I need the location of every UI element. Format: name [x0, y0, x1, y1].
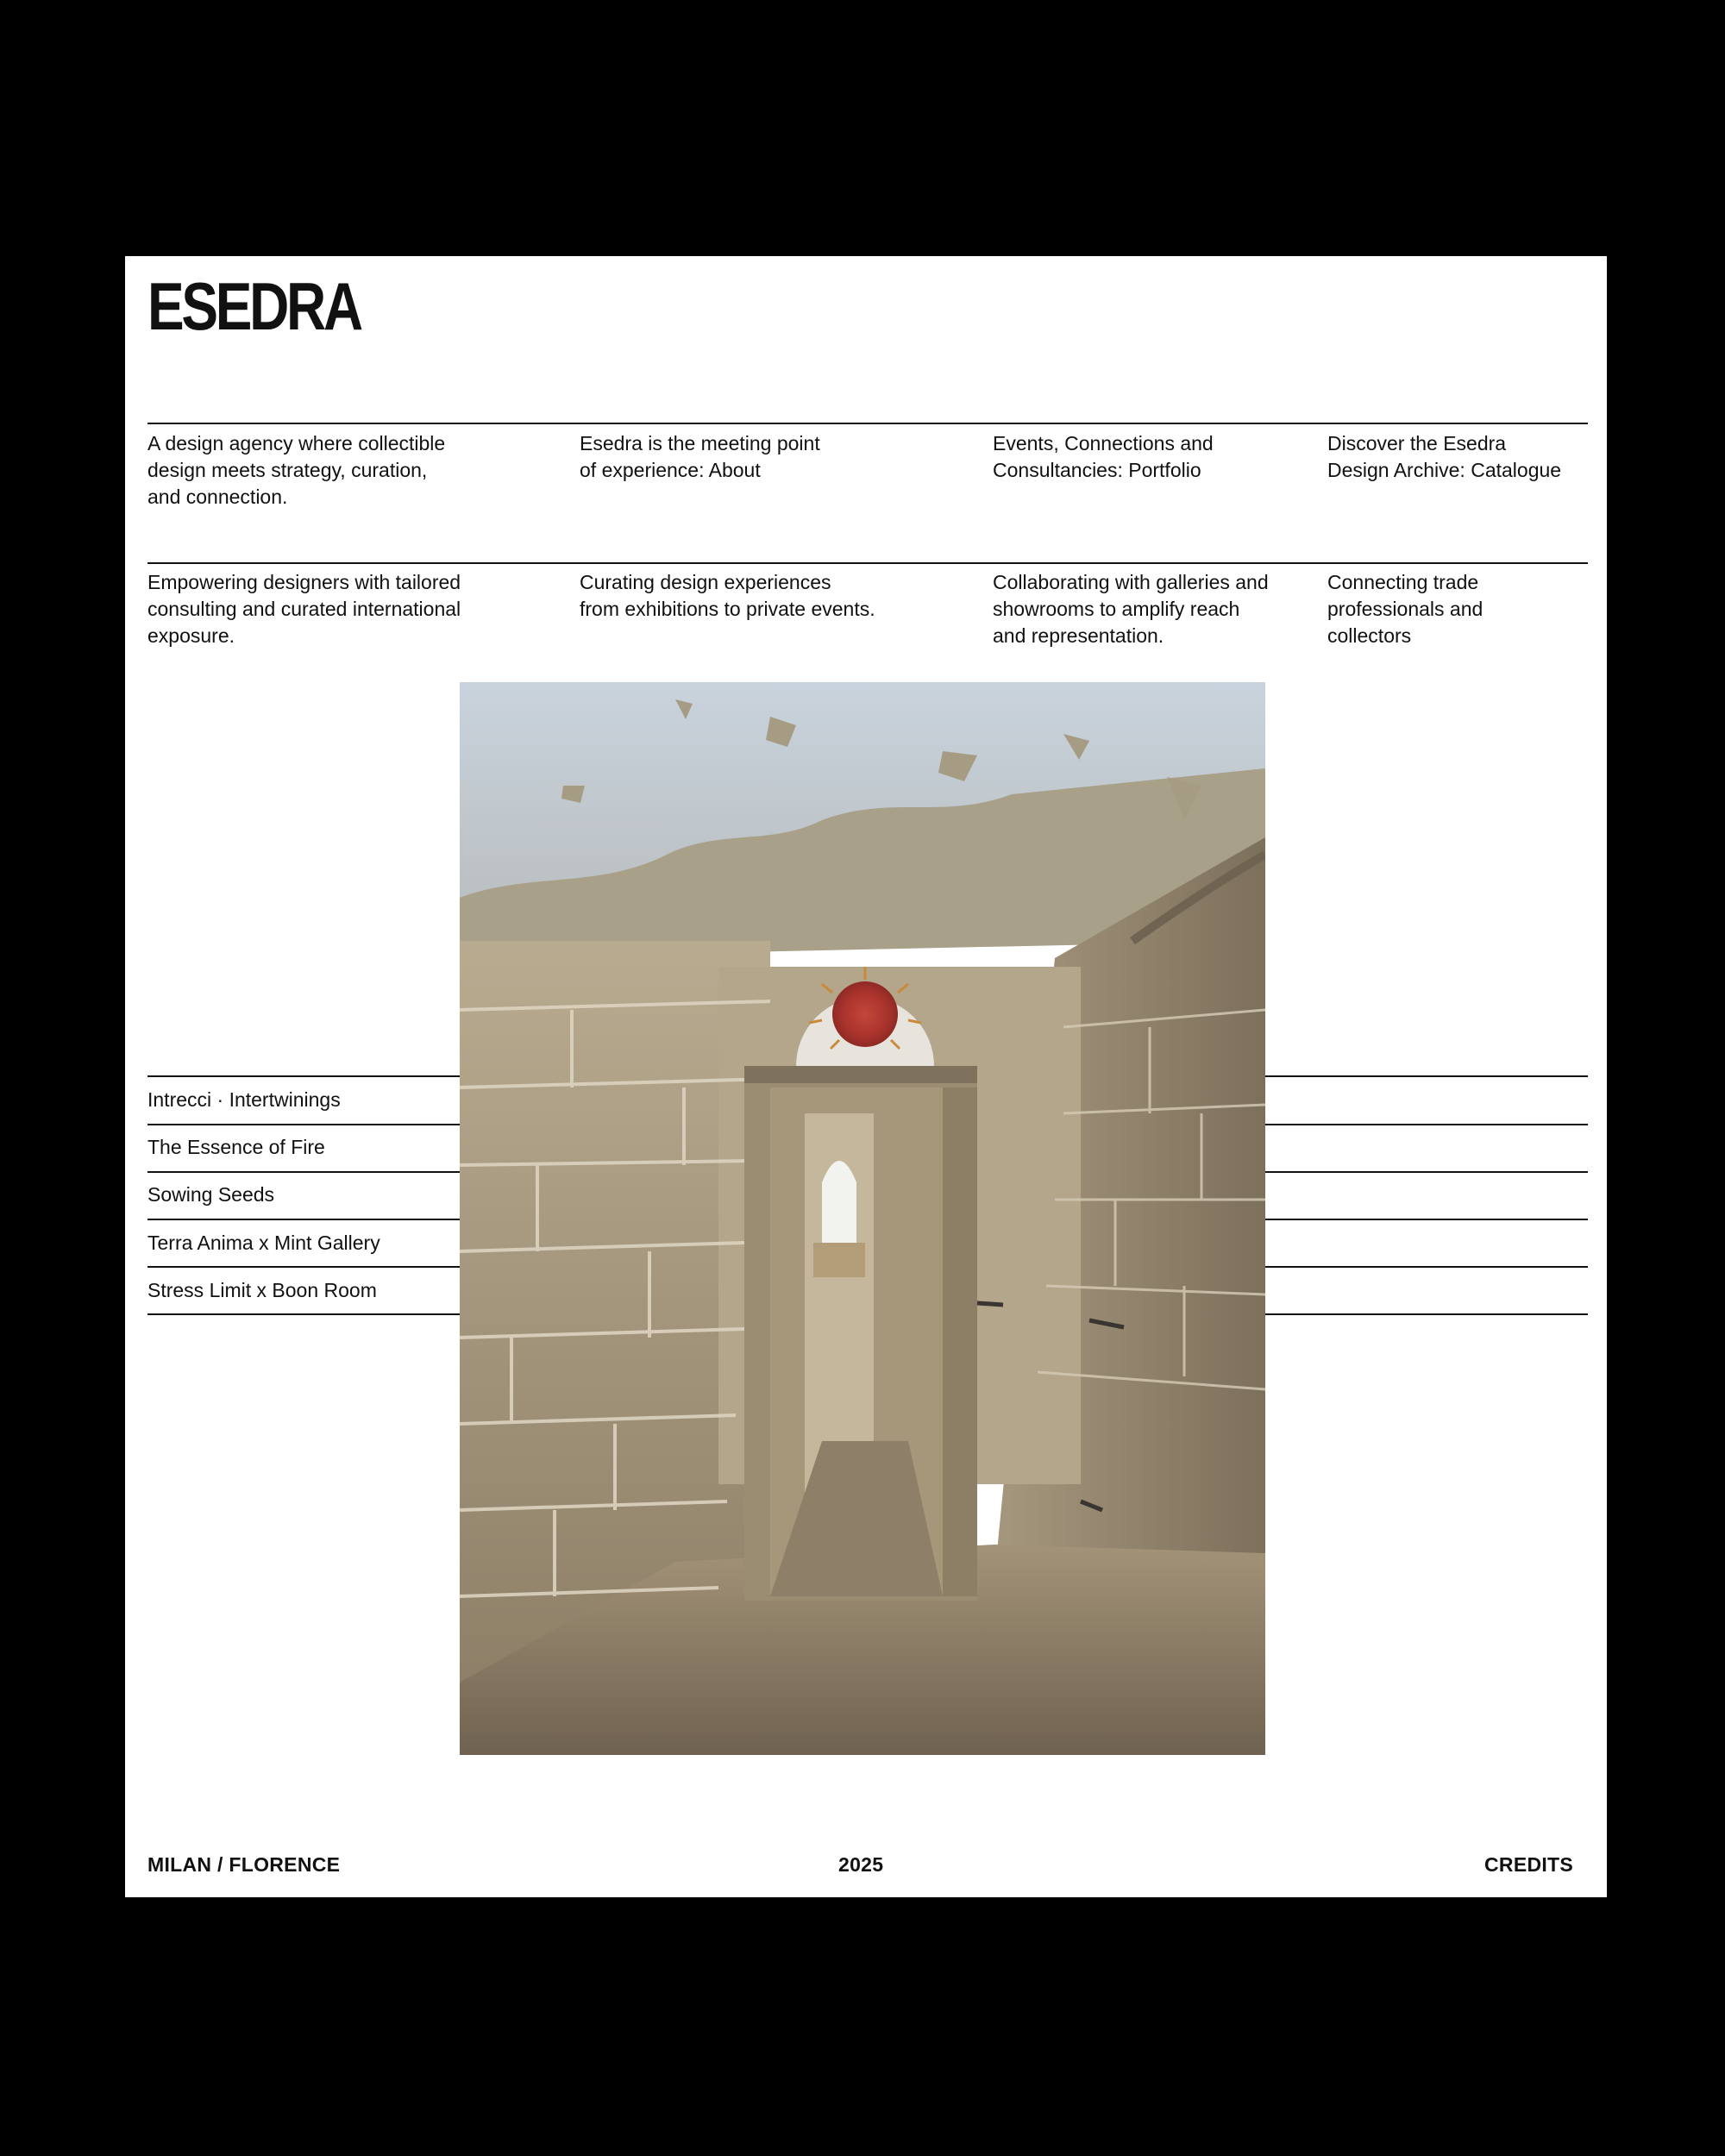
service-curating: Curating design experiences from exhibitions to private events. — [580, 571, 875, 620]
divider — [147, 562, 1588, 564]
divider — [147, 1313, 460, 1315]
intro-about: Esedra is the meeting point of experience: About — [580, 432, 820, 481]
project-link-sowing-seeds[interactable]: Sowing Seeds — [147, 1183, 275, 1206]
divider — [147, 423, 1588, 424]
service-galleries: Collaborating with galleries and showrooms to amplify reach and representation. — [993, 571, 1269, 647]
page-card — [125, 256, 1607, 1897]
intro-text-agency: A design agency where collectible design meets strategy, curation, and connection. — [147, 432, 446, 508]
catalogue-link[interactable]: Catalogue — [1471, 459, 1562, 481]
divider — [1265, 1219, 1588, 1220]
divider — [147, 1266, 460, 1268]
about-link[interactable]: About — [708, 459, 761, 481]
project-link-terra-anima[interactable]: Terra Anima x Mint Gallery — [147, 1232, 380, 1254]
divider — [1265, 1313, 1588, 1315]
brand-logo[interactable]: ESEDRA — [147, 268, 361, 344]
project-link-intrecci[interactable]: Intrecci · Intertwinings — [147, 1088, 341, 1111]
divider — [1265, 1075, 1588, 1077]
footer-year: 2025 — [838, 1853, 884, 1876]
divider — [1265, 1124, 1588, 1125]
divider — [147, 1124, 460, 1125]
divider — [147, 1075, 460, 1077]
divider — [1265, 1171, 1588, 1173]
divider — [147, 1219, 460, 1220]
service-consulting: Empowering designers with tailored consulting and curated international exposure. — [147, 571, 461, 647]
service-trade: Connecting trade professionals and collectors — [1327, 571, 1484, 647]
credits-link[interactable]: CREDITS — [1484, 1853, 1574, 1876]
footer-location: MILAN / FLORENCE — [147, 1853, 341, 1876]
divider — [1265, 1266, 1588, 1268]
divider — [147, 1171, 460, 1173]
intro-catalogue: Discover the Esedra Design Archive: Catalogue — [1327, 432, 1562, 481]
hero-photo — [460, 682, 1265, 1755]
project-link-essence-of-fire[interactable]: The Essence of Fire — [147, 1136, 325, 1158]
portfolio-link[interactable]: Portfolio — [1128, 459, 1201, 481]
intro-portfolio: Events, Connections and Consultancies: Portfolio — [993, 432, 1214, 481]
project-link-stress-limit[interactable]: Stress Limit x Boon Room — [147, 1279, 377, 1301]
